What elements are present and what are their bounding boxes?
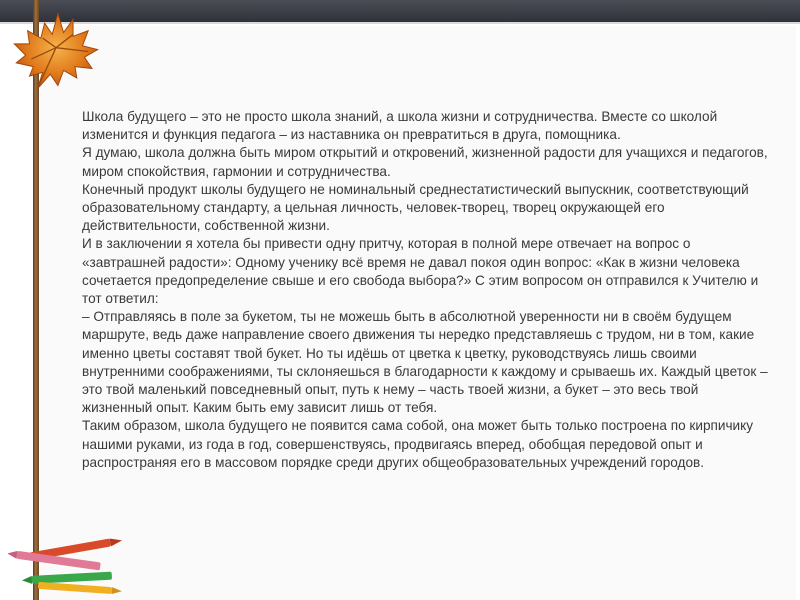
paragraph: Я думаю, школа должна быть миром открытий и откровений, жизненной радости для учащихся и педагогов, миром спокойствия, гармонии и сотрудничества. <box>82 145 768 179</box>
paragraph: Школа будущего – это не просто школа знаний, а школа жизни и сотрудничества. Вместе со школой изменится и функция педагога – из наставника он превратиться в друга, помощника. <box>82 109 718 143</box>
paragraph: Конечный продукт школы будущего не номинальный среднестатистический выпускник, соответствующий образовательному стандарту, а цельная личность, человек-творец, творец окружающей его действительности, собственной жизни. <box>82 181 749 234</box>
slide-body-text <box>82 108 772 472</box>
paragraph: Таким образом, школа будущего не появится сама собой, она может быть только построена по кирпичику нашими руками, из года в год, совершенствуясь, продвигаясь вперед, обобщая передовой опыт и распространяя его в массовом порядке среди других общеобразовательных учреждений городов. <box>82 418 754 470</box>
maple-leaf-icon <box>8 6 104 96</box>
top-bar <box>0 0 800 22</box>
paragraph: И в заключении я хотела бы привести одну притчу, которая в полной мере отвечает на вопрос о «завтрашней радости»: Одному ученику всё время не давал покоя один вопрос: «Как в жизни человека сочетается предопределение свыше и его свобода выбора?» С этим вопросом он отправился к Учителю и тот ответил: <box>82 236 759 307</box>
crayons-icon <box>8 536 132 598</box>
top-bar-divider <box>0 22 800 24</box>
paragraph: – Отправляясь в поле за букетом, ты не можешь быть в абсолютной уверенности ни в своём будущем маршруте, ведь даже направление своего движения ты нередко представляешь с трудом, ни в том, какие именно цветы составят твой букет. Но ты идёшь от цветка к цветку, руководствуясь лишь своими внутренними соображениями, ты склоняешься в благодарности к каждому и срываешь их. Каждый цветок – это твой маленький повседневный опыт, путь к нему – часть твоей жизни, а букет – это весь твой жизненный опыт. Каким быть ему зависит лишь от тебя. <box>82 309 768 416</box>
